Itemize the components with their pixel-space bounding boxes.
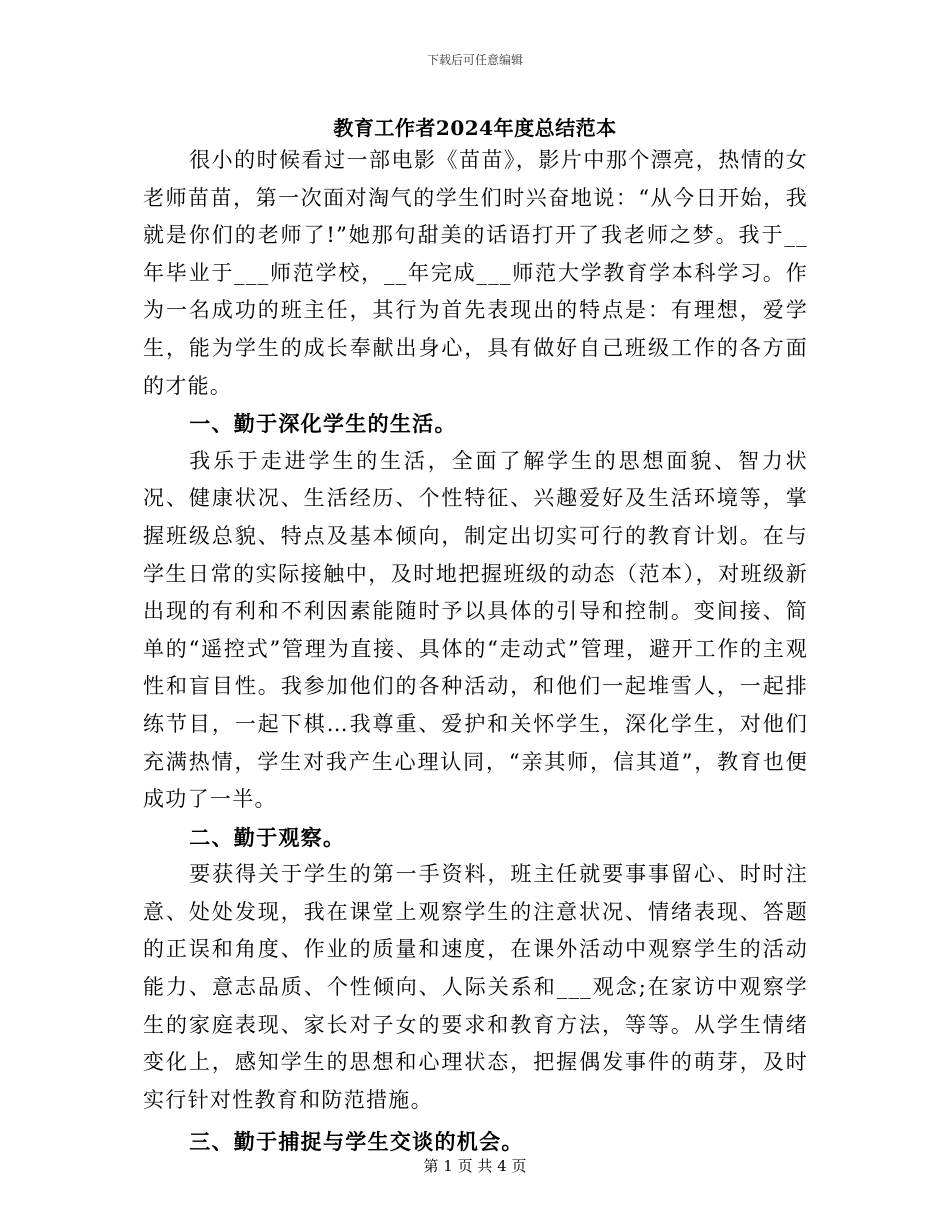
section-body-2: 要获得关于学生的第一手资料，班主任就要事事留心、时时注意、处处发现，我在课堂上观察学生的注意状况、情绪表现、答题的正误和角度、作业的质量和速度，在课外活动中观察学生的活动能力、意志品质、个性倾向、人际关系和___观念;在家访中观察学生的家庭表现、家长对子女的要求和教育方法，等等。从学生情绪变化上，感知学生的思想和心理状态，把握偶发事件的萌芽，及时实行针对性教育和防范措施。	[143, 862, 808, 1112]
section-heading-1: 一、勤于深化学生的生活。	[189, 411, 457, 437]
section-body-1: 我乐于走进学生的生活，全面了解学生的思想面貌、智力状况、健康状况、生活经历、个性特征、兴趣爱好及生活环境等，掌握班级总貌、特点及基本倾向，制定出切实可行的教育计划。在与学生日常的实际接触中，及时地把握班级的动态（范本），对班级新出现的有利和不利因素能随时予以具体的引导和控制。变间接、简单的“遥控式”管理为直接、具体的“走动式”管理，避开工作的主观性和盲目性。我参加他们的各种活动，和他们一起堆雪人，一起排练节目，一起下棋…我尊重、爱护和关怀学生，深化学生，对他们充满热情，学生对我产生心理认同，“亲其师，信其道”，教育也便成功了一半。	[143, 448, 808, 812]
header-note: 下载后可任意编辑	[426, 53, 523, 67]
intro-paragraph: 很小的时候看过一部电影《苗苗》，影片中那个漂亮，热情的女老师苗苗，第一次面对淘气的学生们时兴奋地说：“从今日开始，我就是你们的老师了!”她那句甜美的话语打开了我老师之梦。我于__年毕业于___师范学校，__年完成___师范大学教育学本科学习。作为一名成功的班主任，其行为首先表现出的特点是：有理想，爱学生，能为学生的成长奉献出身心，具有做好自己班级工作的各方面的才能。	[143, 148, 808, 398]
section-heading-3: 三、勤于捕捉与学生交谈的机会。	[189, 1129, 524, 1155]
page-number-footer: 第 1 页 共 4 页	[423, 1157, 527, 1175]
document-title: 教育工作者2024年度总结范本	[333, 116, 617, 140]
section-heading-2: 二、勤于观察。	[189, 824, 346, 850]
document-body	[143, 142, 808, 1161]
